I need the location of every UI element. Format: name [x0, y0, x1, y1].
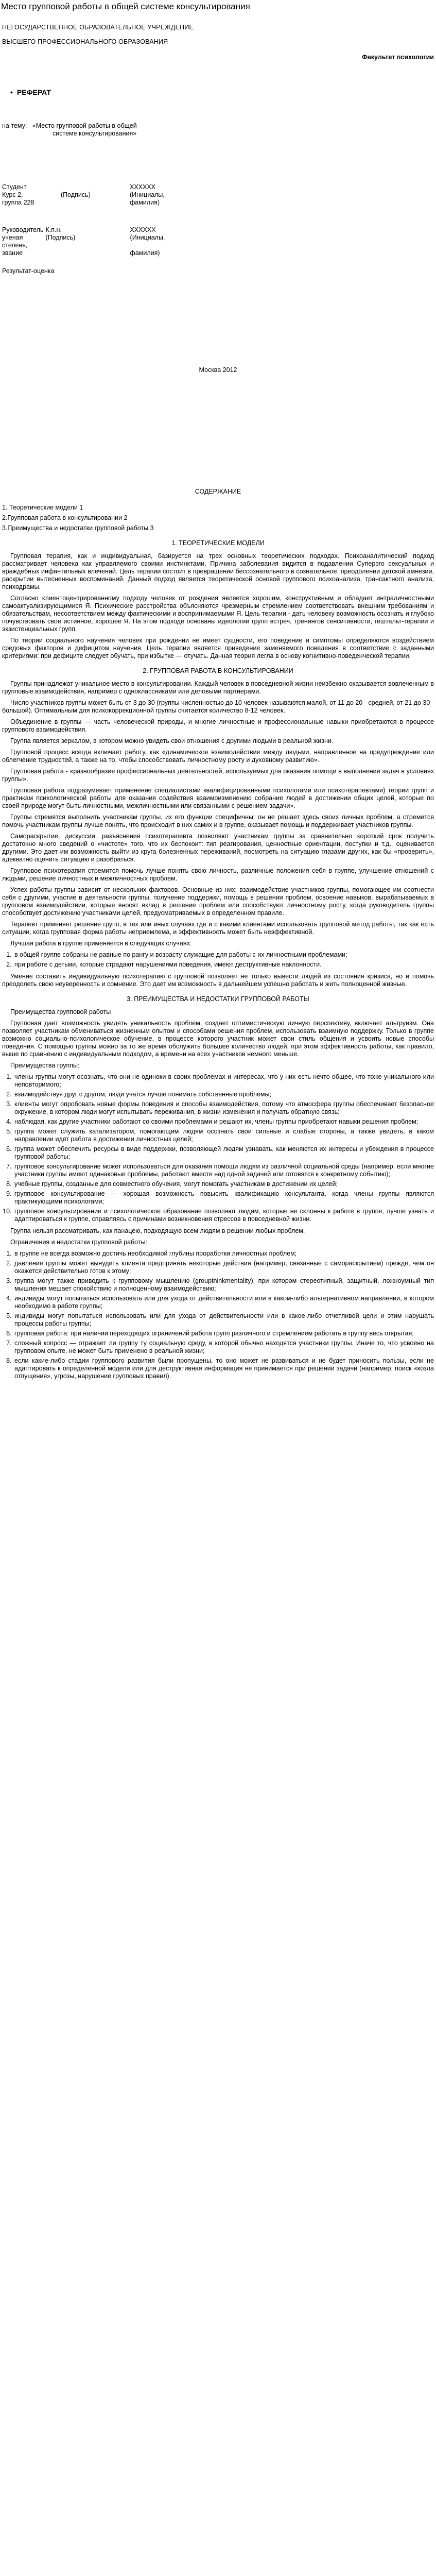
section-2-paragraph: Самораскрытие, дискуссии, разъяснения психотерапевта позволяют участникам группы за сравнительно короткий срок получить достаточно много сведений о «чистоте» того, что их беспокоит: тип реагирования, ценностные ориентации, поступки и т.д., оценивается другими. Это дает им возможность выйти из круга болезненных переживаний, посмотреть на ситуацию глазами других, как бы «проверить», адекватно оценить ситуацию и разобраться. [2, 833, 434, 863]
when-list [2, 951, 434, 969]
list-item: 7. сложный копросс — отражает ли группу ту социальную среду, в которой обычно находятся участники группы. Иначе то, что усвоено на групповом опыте, не может быть применено в реальной жизни; [13, 1340, 434, 1355]
advantages-intro: Групповая дает возможность увидеть уникальность проблем, создает оптимистическую личную перспективу, включает альтруизм. Она позволяет участникам обмениваться жизненным опытом и способами решения проблем, использовать взаимную поддержку. Только в группе возможно социально-психологическое обучение, в процессе которого участник может свои стиль общения и усвоить новые способы поведения. С помощью группы можно за то же время обслужить большее количество людей, при этом эффективность работы, как правило, выше по сравнению с индивидуальным подходом, а времени на всех участников немного меньше. [2, 1020, 434, 1058]
section-2-closing: Умение составить индивидуальную психотерапию с групповой позволяет не только вывести людей из состояния кризиса, но и помочь преодолеть свою неуверенность и сомнение. Это дает им возможность в дальнейшем успешно работать и жить полноценной жизнью. [2, 973, 434, 988]
list-item: 6. групповая работа: при наличии переходящих ограничений работа групп различного и стремлением работать в группу весь открытая; [13, 1330, 434, 1337]
initials-label-2: (Инициалы, [130, 234, 165, 241]
section-2-paragraph: Групповая работа подразумевает применение специалистами квалифицированными психологами или психотерапевтами) теории групп и практикам психологической работы для оказания содействия взаимоизменению собрание людей в достижении общих целей, которые по своей природе могут быть личностными, межличностными или связанными с решением задачи». [2, 787, 434, 809]
doc-type-heading: • РЕФЕРАТ [10, 89, 434, 96]
section-2-paragraph: Терапевт применяет решение групп, в тех или иных случаях где и с какими клиентами использовать групповой метод работы, так как есть ситуации, когда групповая форма работы неприемлема, и эффективность может быть неэффективной. [2, 921, 434, 936]
section-2-paragraph: Объединение в группы — часть человеческой природы, и многие личностные и профессиональные навыки приобретаются в процессе группового взаимодействия. [2, 718, 434, 733]
course-label: Курс 2, [2, 191, 23, 198]
supervisor-initials: К.п.н. [45, 226, 62, 233]
surname-label-2: фамилия) [130, 249, 160, 257]
list-item: 4. наблюдая, как другие участники работают со своими проблемами и решают их, члены группы приобретают навыки решения проблем; [13, 1118, 434, 1126]
list-item: 1. члены группы могут осознать, что они не одиноки в своих проблемах и интересах, что у них есть нечто общее, что тоже уникального или неповторимого; [13, 1073, 434, 1089]
list-item: 10. групповое консультирование и психологическое образование позволяют людям, которые не склонны к работе в группе, лучше узнать и адаптироваться к группе, справляясь с причинами возникновения стрессов в повседневной жизни. [13, 1208, 434, 1223]
faculty-label: Факультет психологии [362, 54, 434, 61]
list-item: 1. в общей группе собраны не равные по рангу и возрасту служащие для работы с их личностными проблемами; [13, 951, 434, 959]
section-1-paragraph: Согласно клиентоцентрированному подходу человек от рождения является хорошим, конструктивным и обладает интраличностными самоактуализирующимися Я. Психические расстройства объясняются чрезмерным стремлением соответствовать внешним требованиям и обязательствам, несоответствием между фактическими и воспринимаемыми Я. Цель терапии - дать человеку возможность осознать и глубоко почувствовать свое истинное, хорошее Я. На этом подходе основаны идеологии групп встреч, тренингов сенситивности, гештальт-терапии и экзистенциальных групп. [2, 595, 434, 633]
org-line-1: НЕГОСУДАРСТВЕННОЕ ОБРАЗОВАТЕЛЬНОЕ УЧРЕЖДЕНИЕ [2, 24, 194, 31]
signature-label-2: (Подпись) [45, 234, 76, 241]
topic-line [2, 122, 434, 138]
list-item: 5. группа может служить катализатором, помогающим людям осознать свои сильные и слабые стороны, а также увидеть, в каком направлении идет работа в достижении личностных целей; [13, 1128, 434, 1143]
list-item: 6. группа может обеспечить ресурсы в виде поддержки, позволяющей людям узнавать, как меняются их интересы и убеждения в процессе групповой работы; [13, 1145, 434, 1161]
document-body [0, 15, 436, 1380]
list-item: 9. групповое консультирование — хорошая возможность повысить квалификацию консультанта, когда члены группы являются практикующими психологами; [13, 1190, 434, 1206]
list-item: 8. учебные группы, созданные для совместного обучения, могут помогать участникам в достижении их целей; [13, 1180, 434, 1188]
advantages-list [2, 1073, 434, 1223]
group-note: Группа нельзя рассматривать, как панацею, подходящую всем людям в решении любых проблем. [10, 1227, 305, 1234]
toc-item[interactable]: 1. Теоретические модели 1 [2, 504, 83, 511]
group-label: группа 228 [2, 199, 34, 206]
section-3-heading: 3. ПРЕИМУЩЕСТВА И НЕДОСТАТКИ ГРУППОВОЙ РАБОТЫ [127, 995, 309, 1003]
toc-list [2, 504, 434, 532]
toc-item[interactable]: 2.Групповая работа в консультировании 2 [2, 514, 128, 521]
initials-label: (Инициалы, [130, 191, 165, 198]
list-item: 3. группа могут также приводить к групповому мышлению (groupthinkmentality), при котором стереотипный, защитный, ложноумный тип мышления мешает спокойствию и полноценному взаимодействию; [13, 1277, 434, 1293]
signature-label: (Подпись) [61, 191, 91, 198]
org-line-2: ВЫСШЕГО ПРОФЕССИОНАЛЬНОГО ОБРАЗОВАНИЯ [2, 38, 168, 45]
student-block [2, 183, 434, 207]
list-item: 3. клиенты могут опробовать новые формы поведения и способы взаимодействия, потому что атмосфера группы обеспечивает безопасное окружение, в котором люди могут испытывать переживания, в жизни изменения и получать обратную связь; [13, 1100, 434, 1116]
section-2-paragraph: Успех работы группы зависит от нескольких факторов. Основные из них: взаимодействие участников группы, помогающее им соотнести себя с другими, участие в деятельности группы, получение поддержки, помощь в решении проблем, освоение навыков, вырабатываемых в групповом взаимодействии, которые вносят вклад в решение проблем или способствуют личностному росту, когда руководитель группы способствует достижению участниками целей, предусматриваемых в определенном правиле. [2, 886, 434, 917]
section-2-paragraph: Лучшая работа в группе применяется в следующих случаях: [10, 940, 192, 947]
section-1-paragraph: По теории социального научения человек при рождении не имеет сущности, его поведение и симптомы определяются воздействием средовых факторов и дефицитом научения. Цель терапии является приведение заменяемого поведения в соответствие с заданными критериями: при дефиците следует обучать, при избытке — отучать. Данная теория легла в основу когнитивно-поведенческой терапии. [2, 637, 434, 659]
section-2-heading: 2. ГРУППОВАЯ РАБОТА В КОНСУЛЬТИРОВАНИИ [143, 667, 293, 674]
section-2-paragraph: Число участников группы может быть от 3 до 30 (группы численностью до 10 человек называются малой, от 11 до 20 - средней, от 21 до 30 - большой). Оптимальным для психокоррекционной группы считается количество 8-12 человек. [2, 699, 434, 714]
rank-label: звание [2, 249, 23, 257]
list-item: 1. в группе не всегда возможно достичь необходимой глубины проработки личностных проблем; [13, 1250, 434, 1258]
topic-text-2: системе консультирования» [53, 130, 137, 137]
advantages-intro-label: Преимущества групповой работы [10, 1008, 111, 1015]
student-label: Студент [2, 183, 27, 191]
supervisor-name: XXXXXX [130, 226, 156, 233]
degree-label: ученая степень, [2, 234, 28, 249]
list-item: 5. индивиды могут попытаться использовать или для ухода от действительности или в какое-либо отчетливой цели и этим нарушать процессы работы группы; [13, 1312, 434, 1328]
list-item: 2. при работе с детьми, которые страдают нарушениями поведения, имеют деструктивные наклонности. [13, 961, 434, 969]
topic-label: на тему: [2, 122, 27, 129]
section-1-paragraph: Групповая терапия, как и индивидуальная, базируется на трех основных теоретических подходах. Психоаналитический подход рассматривает человека как управляемого своими инстинктами. Причина заболевания видится в подавлении Суперэго сексуальных и враждебных инфантильных влечений. Цель терапии состоит в превращении бессознательного в сознательное, преодолении детской амнезии, раскрытии вытесненных воспоминаний. Данный подход является теоретической основой группового психоанализа, трансактного анализа, психодрамы. [2, 552, 434, 590]
section-2-paragraph: Групповой процесс всегда включает работу, как «динамическое взаимодействие между людьми, направленное на предупреждение или облегчение трудностей, а также на то, чтобы способствовать личностному росту и духовному развитию». [2, 749, 434, 764]
document-title: Место групповой работы в общей системе консультирования [1, 2, 250, 11]
disadvantages-label: Ограничения и недостатки групповой работы: [10, 1239, 148, 1246]
advantages-label: Преимущества группы: [10, 1062, 80, 1069]
city-year: Москва 2012 [199, 366, 237, 374]
list-item: 8. если какие-либо стадии группового развития были пропущены, то оно может не развиваться и не будет приносить пользы, если не адаптировать к определенной модели или для деструктивная информация не принимается при решении задачи (например, поиск «козла отпущения», угрозы, нарушение групповых правил). [13, 1357, 434, 1380]
surname-label: фамилия) [130, 199, 160, 206]
section-2-paragraph: Группы стремятся выполнить участникам группы, их его функции специфичны: он не решает здесь своих личных проблем, а стремится помочь участникам группы лучше понять, что происходит в них самих и в группе, оказывает помощь и поддерживает участников группы. [2, 814, 434, 828]
section-2-paragraph: Группа является зеркалом, в котором можно увидеть свои отношения с другими людьми в реальной жизни. [10, 737, 334, 744]
list-item: 2. давление группы может вынудить клиента предпринять некоторые действия (например, связанные с самораскрытием) прежде, чем он окажется действительно готов к этому; [13, 1260, 434, 1275]
list-item: 4. индивиды могут попытаться использовать или для ухода от действительности или в каком-либо альтернативном направлении, в котором необходимо в работе группы; [13, 1295, 434, 1310]
list-item: 7. групповое консультирование может использоваться для оказания помощи людям из различной социальной среды (например, если многие участники группы имеют одинаковые проблемы, работают вместе над одной задачей или готовятся к конкретному событию); [13, 1163, 434, 1178]
toc-item[interactable]: 3.Преимущества и недостатки групповой работы 3 [2, 524, 154, 532]
disadvantages-list [2, 1250, 434, 1380]
section-2-paragraph: Групповое психотерапия стремится помочь лучше понять свою личность, различные положения себя в группе, улучшение отношений с людьми, решение личностных и межличностных проблем. [2, 867, 434, 882]
student-name: XXXXXX [130, 183, 156, 191]
toc-heading: СОДЕРЖАНИЕ [195, 488, 241, 495]
topic-text: «Место групповой работы в общей [32, 122, 137, 129]
grade-label: Результат-оценка [2, 267, 55, 275]
section-2-paragraph: Группы принадлежат уникальное место в консультировании. Каждый человек в повседневной жизни неизбежно оказывается вовлеченным в групповые взаимодействия, например с одноклассниками или деловыми партнерами. [2, 680, 434, 695]
section-2-paragraph: Групповая работа - «разнообразие профессиональных деятельностей, используемых для оказания помощи в выполнении задач в условиях группы». [2, 768, 434, 783]
list-item: 2. взаимодействуя друг с другом, люди учатся лучше понимать собственные проблемы; [13, 1091, 434, 1098]
section-1-heading: 1. ТЕОРЕТИЧЕСКИЕ МОДЕЛИ [171, 539, 265, 547]
supervisor-label: Руководитель [2, 226, 44, 233]
supervisor-block [2, 226, 434, 257]
